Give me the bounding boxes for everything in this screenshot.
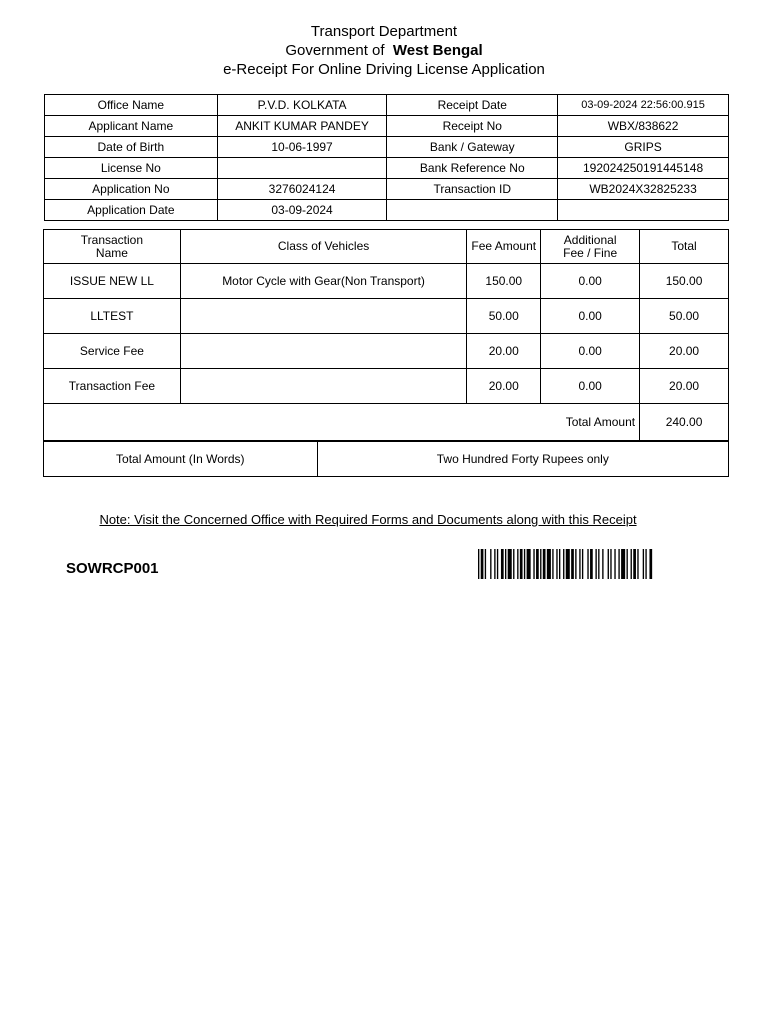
- row-total: 50.00: [640, 299, 729, 334]
- additional-fee: 0.00: [541, 369, 640, 404]
- bank-label: Bank / Gateway: [387, 137, 558, 158]
- department-title: Transport Department: [310, 23, 458, 40]
- receipt-title: e-Receipt For Online Driving License Application: [223, 61, 545, 78]
- vehicle-class: Motor Cycle with Gear(Non Transport): [180, 264, 466, 299]
- app-no-value: 3276024124: [217, 179, 387, 200]
- fee-table: [43, 229, 729, 441]
- office-note: Note: Visit the Concerned Office with Required Forms and Documents along with this Receipt: [99, 512, 637, 527]
- txn-name: Transaction Fee: [44, 369, 181, 404]
- table-row: [44, 264, 729, 299]
- table-row: [45, 158, 729, 179]
- header-total: Total: [640, 230, 729, 264]
- app-date-value: 03-09-2024: [217, 200, 387, 221]
- bank-ref-label: Bank Reference No: [387, 158, 558, 179]
- fee-table-header: [44, 230, 729, 264]
- applicant-name-value: ANKIT KUMAR PANDEY: [217, 116, 387, 137]
- receipt-header: [0, 22, 768, 79]
- office-name-label: Office Name: [45, 95, 218, 116]
- table-row: [45, 116, 729, 137]
- applicant-info-table: [44, 94, 729, 221]
- table-row: [45, 179, 729, 200]
- header-class-of-vehicles: Class of Vehicles: [180, 230, 466, 264]
- txn-name: LLTEST: [44, 299, 181, 334]
- header-additional-fee: Additional Fee / Fine: [541, 230, 640, 264]
- table-row: [44, 442, 729, 477]
- receipt-no-label: Receipt No: [387, 116, 558, 137]
- additional-fee: 0.00: [541, 264, 640, 299]
- amount-in-words-value: Two Hundred Forty Rupees only: [317, 442, 728, 477]
- txn-id-value: WB2024X32825233: [558, 179, 729, 200]
- row-total: 150.00: [640, 264, 729, 299]
- receipt-no-value: WBX/838622: [558, 116, 729, 137]
- vehicle-class: [180, 299, 466, 334]
- license-no-label: License No: [45, 158, 218, 179]
- bank-value: GRIPS: [558, 137, 729, 158]
- table-row: [45, 200, 729, 221]
- table-row: [44, 299, 729, 334]
- fee-amount: 20.00: [467, 369, 541, 404]
- fee-amount: 150.00: [467, 264, 541, 299]
- license-no-value: [217, 158, 387, 179]
- additional-fee: 0.00: [541, 334, 640, 369]
- empty-cell: [558, 200, 729, 221]
- table-row: [44, 334, 729, 369]
- applicant-name-label: Applicant Name: [45, 116, 218, 137]
- dob-label: Date of Birth: [45, 137, 218, 158]
- amount-in-words-table: [43, 441, 729, 477]
- receipt-code: SOWRCP001: [66, 560, 159, 577]
- total-amount-value: 240.00: [640, 404, 729, 441]
- table-row: [45, 137, 729, 158]
- barcode-icon: [478, 549, 721, 579]
- bank-ref-value: 192024250191445148: [558, 158, 729, 179]
- vehicle-class: [180, 369, 466, 404]
- table-row: [45, 95, 729, 116]
- app-no-label: Application No: [45, 179, 218, 200]
- receipt-date-value: 03-09-2024 22:56:00.915: [558, 95, 729, 116]
- empty-cell: [387, 200, 558, 221]
- table-row: [44, 369, 729, 404]
- government-prefix: Government of: [285, 42, 385, 59]
- row-total: 20.00: [640, 334, 729, 369]
- government-line: [0, 41, 768, 60]
- amount-in-words-label: Total Amount (In Words): [44, 442, 318, 477]
- txn-name: Service Fee: [44, 334, 181, 369]
- receipt-date-label: Receipt Date: [387, 95, 558, 116]
- app-date-label: Application Date: [45, 200, 218, 221]
- txn-id-label: Transaction ID: [387, 179, 558, 200]
- txn-name: ISSUE NEW LL: [44, 264, 181, 299]
- fee-amount: 20.00: [467, 334, 541, 369]
- total-amount-label: Total Amount: [44, 404, 640, 441]
- office-name-value: P.V.D. KOLKATA: [217, 95, 387, 116]
- fee-amount: 50.00: [467, 299, 541, 334]
- dob-value: 10-06-1997: [217, 137, 387, 158]
- total-amount-row: [44, 404, 729, 441]
- state-name: West Bengal: [392, 42, 483, 59]
- vehicle-class: [180, 334, 466, 369]
- header-fee-amount: Fee Amount: [467, 230, 541, 264]
- row-total: 20.00: [640, 369, 729, 404]
- additional-fee: 0.00: [541, 299, 640, 334]
- header-transaction-name: Transaction Name: [44, 230, 181, 264]
